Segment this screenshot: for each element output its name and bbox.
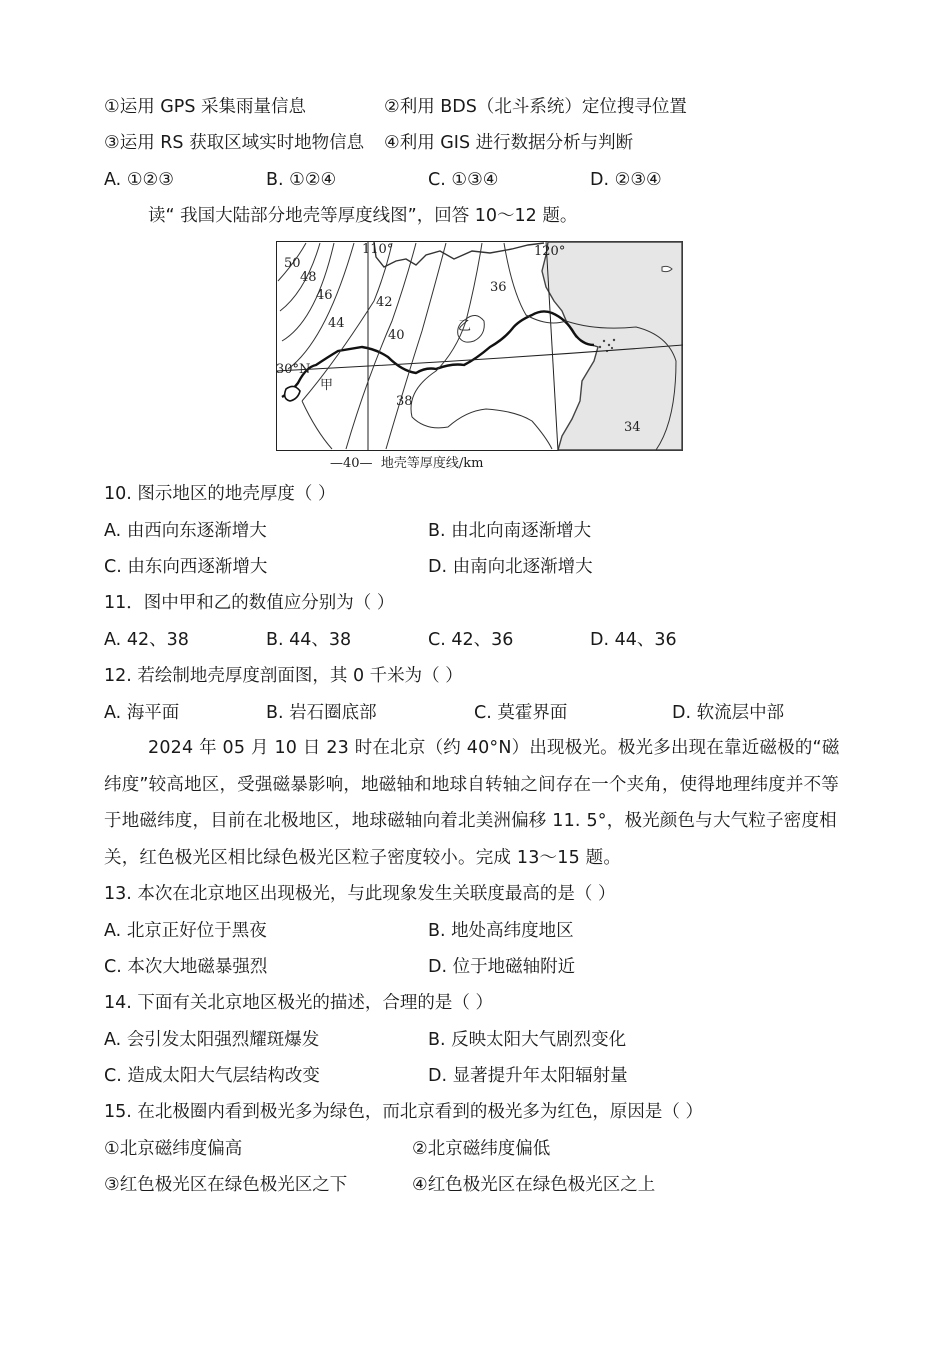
label-44: 44 (328, 316, 345, 331)
q14-choice-d[interactable]: D. 显著提升年太阳辐射量 (428, 1066, 628, 1086)
statement-1: ①运用 GPS 采集雨量信息 (104, 97, 307, 117)
label-40: 40 (388, 328, 405, 343)
q12-choice-b[interactable]: B. 岩石圈底部 (266, 703, 377, 723)
q15-statement-4: ④红色极光区在绿色极光区之上 (412, 1175, 656, 1195)
q15-statement-2: ②北京磁纬度偏低 (412, 1139, 551, 1159)
label-46: 46 (316, 288, 333, 303)
q13-choice-c[interactable]: C. 本次大地磁暴强烈 (104, 957, 268, 977)
q14-choice-c[interactable]: C. 造成太阳大气层结构改变 (104, 1066, 320, 1086)
label-50: 50 (284, 256, 301, 271)
q11-stem: 11．图中甲和乙的数值应分别为（ ） (104, 593, 395, 613)
label-34: 34 (624, 420, 641, 435)
q10-stem: 10. 图示地区的地壳厚度（ ） (104, 484, 336, 504)
aurora-passage: 2024 年 05 月 10 日 23 时在北京（约 40°N）出现极光。极光多出现在靠近磁极的“磁纬度”较高地区，受强磁暴影响，地磁轴和地球自转轴之间存在一个夹角，使得地理纬度并不等于地磁纬度，目前在北极地区，地球磁轴向着北美洲偏移 11. 5°，极光颜色与大气粒子密度相关，红色极光区相比绿色极光区粒子密度较小。完成 13～15 题。 (104, 738, 840, 868)
q15-stem: 15. 在北极圈内看到极光多为绿色，而北京看到的极光多为红色，原因是（ ） (104, 1102, 703, 1122)
q11-choice-c[interactable]: C. 42、36 (428, 630, 514, 650)
q10-choice-d[interactable]: D. 由南向北逐渐增大 (428, 557, 593, 577)
q12-stem: 12. 若绘制地壳厚度剖面图，其 0 千米为（ ） (104, 666, 463, 686)
q10-choice-a[interactable]: A. 由西向东逐渐增大 (104, 521, 267, 541)
label-jia: 甲 (320, 378, 334, 393)
statement-4: ④利用 GIS 进行数据分析与判断 (384, 133, 634, 153)
statement-2: ②利用 BDS（北斗系统）定位搜寻位置 (384, 97, 687, 117)
q14-stem: 14. 下面有关北京地区极光的描述，合理的是（ ） (104, 993, 493, 1013)
q11-choice-b[interactable]: B. 44、38 (266, 630, 352, 650)
q12-choice-a[interactable]: A. 海平面 (104, 703, 180, 723)
label-38: 38 (396, 394, 413, 409)
crust-thickness-map (276, 241, 683, 451)
label-36: 36 (490, 280, 507, 295)
map-intro: 读“ 我国大陆部分地壳等厚度线图”，回答 10～12 题。 (148, 206, 578, 226)
q11-choice-d[interactable]: D. 44、36 (590, 630, 677, 650)
q14-choice-a[interactable]: A. 会引发太阳强烈耀斑爆发 (104, 1030, 320, 1050)
statement-3: ③运用 RS 获取区域实时地物信息 (104, 133, 365, 153)
q9-choice-d[interactable]: D. ②③④ (590, 170, 662, 190)
label-yi: 乙 (458, 319, 472, 334)
q10-choice-b[interactable]: B. 由北向南逐渐增大 (428, 521, 592, 541)
legend-value: 40 (343, 456, 360, 471)
label-48: 48 (300, 270, 317, 285)
q15-statement-1: ①北京磁纬度偏高 (104, 1139, 243, 1159)
q9-choice-c[interactable]: C. ①③④ (428, 170, 499, 190)
label-110: 110° (362, 242, 394, 257)
q15-statement-3: ③红色极光区在绿色极光区之下 (104, 1175, 348, 1195)
label-120: 120° (534, 244, 566, 259)
q9-choice-b[interactable]: B. ①②④ (266, 170, 337, 190)
q12-choice-d[interactable]: D. 软流层中部 (672, 703, 785, 723)
q11-choice-a[interactable]: A. 42、38 (104, 630, 189, 650)
label-42: 42 (376, 295, 393, 310)
q12-choice-c[interactable]: C. 莫霍界面 (474, 703, 568, 723)
q9-choice-a[interactable]: A. ①②③ (104, 170, 174, 190)
q10-choice-c[interactable]: C. 由东向西逐渐增大 (104, 557, 268, 577)
label-30n: 30°N (276, 362, 311, 377)
legend-text: 地壳等厚度线/km (380, 456, 484, 471)
map-legend: —40— 地壳等厚度线/km (330, 456, 484, 471)
q13-choice-d[interactable]: D. 位于地磁轴附近 (428, 957, 576, 977)
legend-line: — (330, 456, 343, 471)
q13-stem: 13. 本次在北京地区出现极光，与此现象发生关联度最高的是（ ） (104, 884, 616, 904)
q14-choice-b[interactable]: B. 反映太阳大气剧烈变化 (428, 1030, 627, 1050)
q13-choice-b[interactable]: B. 地处高纬度地区 (428, 921, 574, 941)
q13-choice-a[interactable]: A. 北京正好位于黑夜 (104, 921, 267, 941)
